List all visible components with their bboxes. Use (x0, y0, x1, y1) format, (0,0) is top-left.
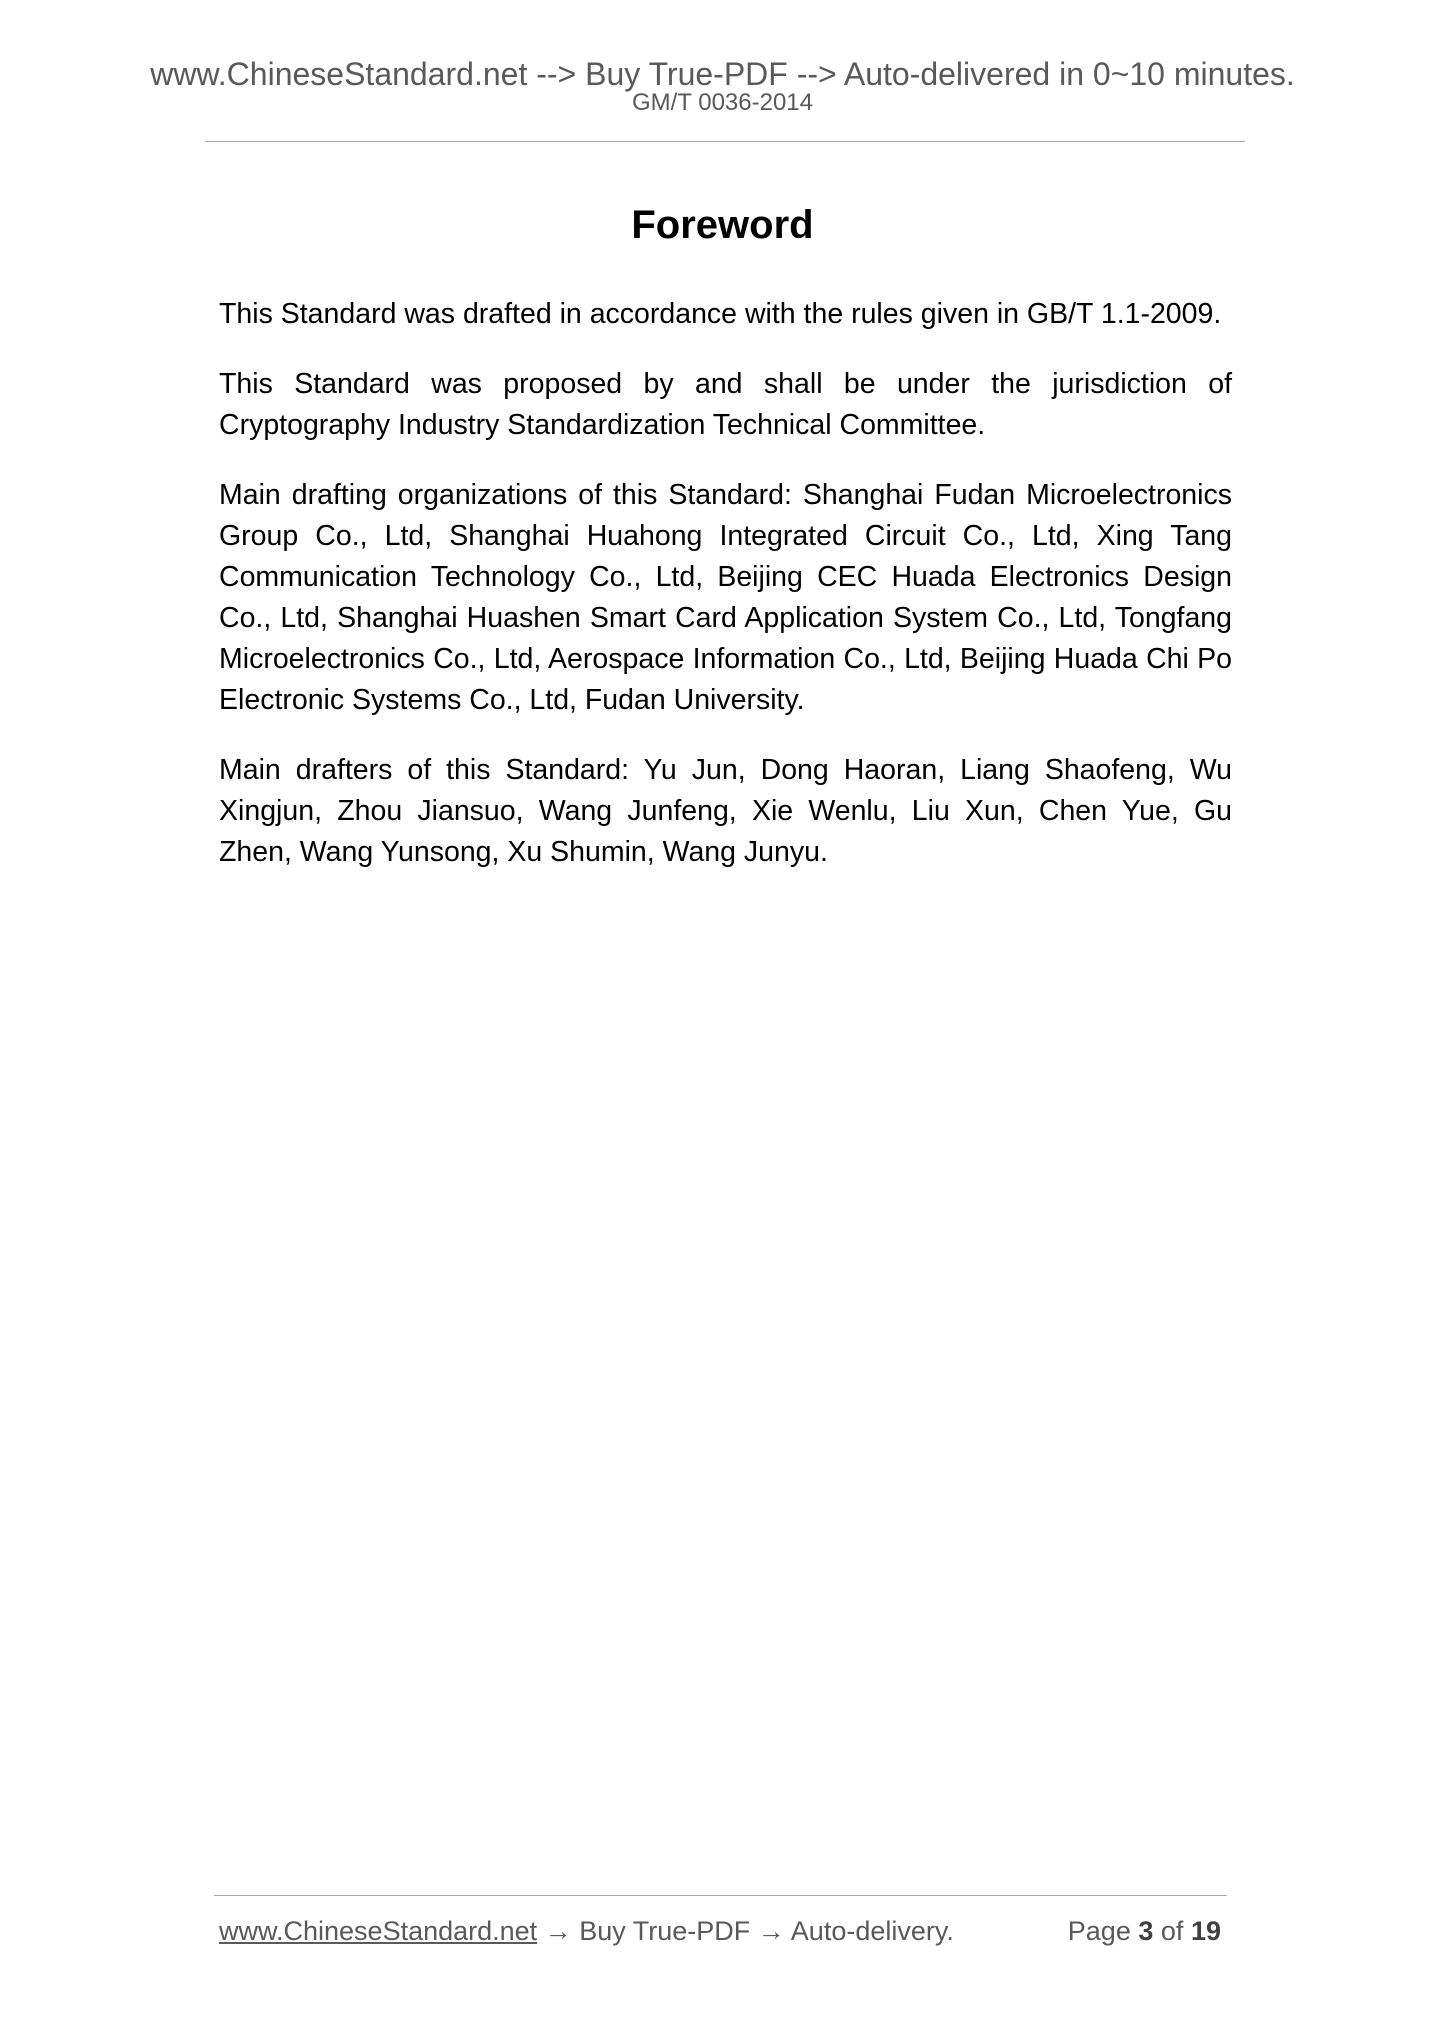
header-divider (205, 141, 1245, 142)
page-title: Foreword (631, 203, 814, 247)
document-body (219, 294, 1232, 902)
footer-buy-text: Buy True-PDF (579, 1916, 751, 1946)
header-banner: www.ChineseStandard.net --> Buy True-PDF --> Auto-delivered in 0~10 minutes. (150, 56, 1295, 92)
footer-divider (214, 1895, 1227, 1896)
page-current: 3 (1138, 1916, 1154, 1946)
arrow-right-icon: → (757, 1916, 785, 1946)
footer-links (219, 1915, 954, 1947)
page-number (1068, 1915, 1221, 1947)
chinesestandard-link[interactable]: www.ChineseStandard.net (219, 1916, 538, 1946)
paragraph-jurisdiction: This Standard was proposed by and shall be under the jurisdiction of Cryptography Industry Standardization Technical Committee. (219, 368, 1232, 441)
footer-delivery-text: Auto-delivery. (790, 1916, 954, 1946)
arrow-right-icon: → (544, 1916, 572, 1946)
paragraph-drafters: Main drafters of this Standard: Yu Jun, Dong Haoran, Liang Shaofeng, Wu Xingjun, Zhou Jiansuo, Wang Junfeng, Xie Wenlu, Liu Xun, Chen Yue, Gu Zhen, Wang Yunsong, Xu Shumin, Wang Junyu. (219, 754, 1232, 868)
page-label: Page (1067, 1916, 1131, 1946)
standard-code: GM/T 0036-2014 (632, 89, 813, 116)
paragraph-drafting-organizations: Main drafting organizations of this Standard: Shanghai Fudan Microelectronics Group Co., Ltd, Shanghai Huahong Integrated Circuit Co., Ltd, Xing Tang Communication Technology Co., Ltd, Beijing CEC Huada Electronics Design Co., Ltd, Shanghai Huashen Smart Card Application System Co., Ltd, Tongfang Microelectronics Co., Ltd, Aerospace Information Co., Ltd, Beijing Huada Chi Po Electronic Systems Co., Ltd, Fudan University. (219, 479, 1232, 716)
page-of: of (1160, 1916, 1184, 1946)
page-total: 19 (1190, 1916, 1221, 1946)
paragraph-drafting-rules: This Standard was drafted in accordance with the rules given in GB/T 1.1-2009. (219, 298, 1222, 330)
